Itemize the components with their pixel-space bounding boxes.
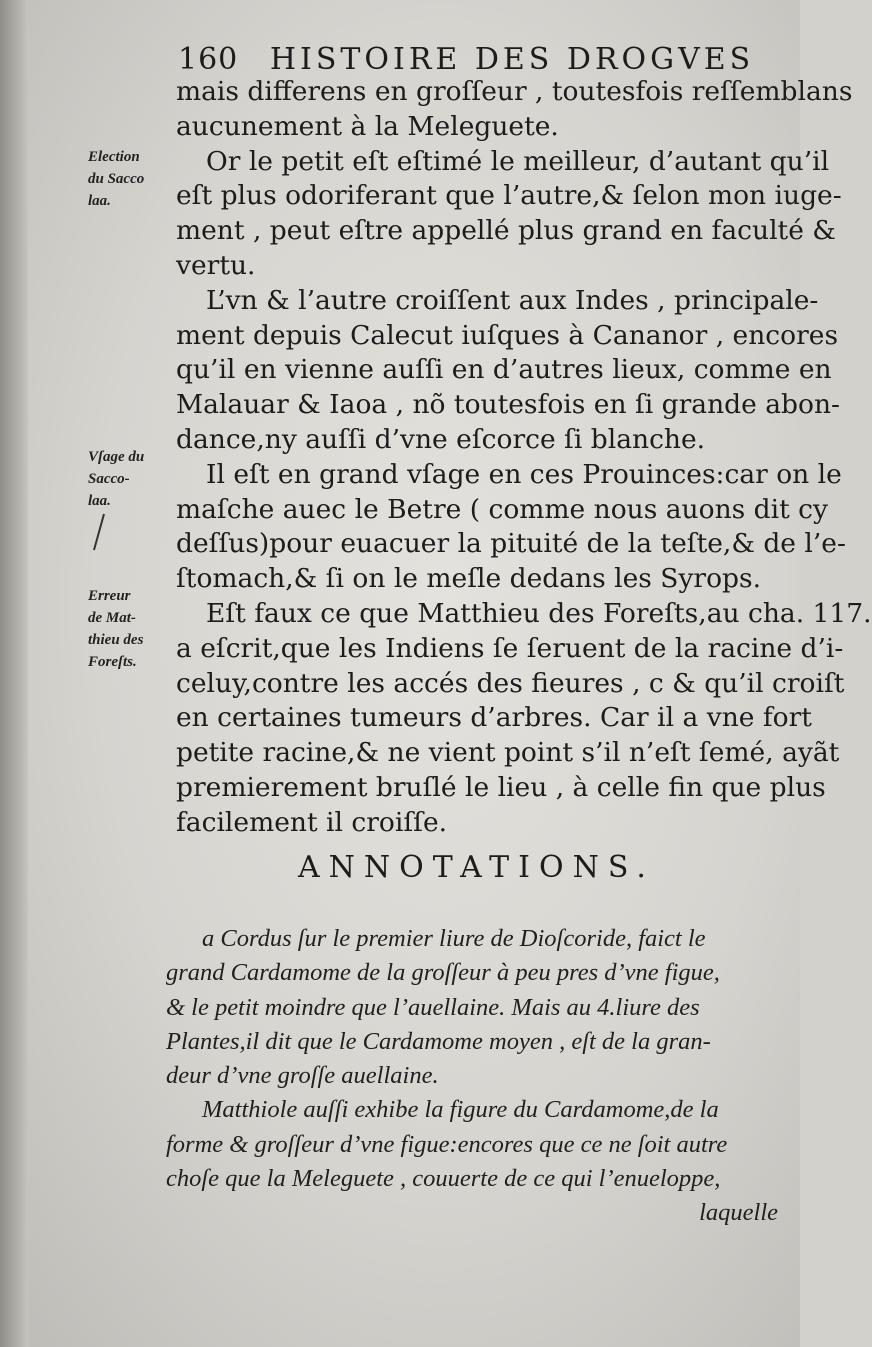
text-line: maſche auec le Betre ( comme nous auons dit cy [176,493,828,525]
page-number: 160 [178,42,239,77]
margin-note-usage [88,446,178,512]
text-line: petite racine,& ne vient point s’il n’eſt ſemé, ayãt [176,737,840,769]
text-line: Eſt faux ce que Matthieu des Foreſts,au cha. 117. [206,597,872,629]
ink-stroke-mark [88,512,108,552]
annotation-line: forme & groſſeur d’vne figue:encores que ce ne ſoit autre [166,1130,728,1158]
margin-note-line: Foreſts. [88,654,137,670]
text-line: en certaines tumeurs d’arbres. Car il a vne fort [176,702,812,734]
running-title: HISTOIRE DES DROGVES [269,42,755,77]
margin-note-line: laa. [88,493,111,509]
margin-note-line: laa. [88,193,111,209]
text-line: ment , peut eſtre appellé plus grand en faculté & [176,215,836,247]
text-line: deſſus)pour euacuer la pituité de la teſte,& de l’e- [176,528,846,560]
annotation-line: choſe que la Meleguete , couuerte de ce qui l’enueloppe, [166,1165,721,1193]
margin-note-line: thieu des [88,632,144,648]
annotation-line: Matthiole auſſi exhibe la figure du Cardamome,de la [202,1096,719,1124]
margin-note-line: du Sacco [88,171,145,187]
margin-note-line: de Mat- [88,610,136,626]
text-line: qu’il en vienne auſſi en d’autres lieux, comme en [176,354,832,386]
text-line: vertu. [176,249,256,281]
annotations-heading: ANNOTATIONS. [298,850,655,885]
annotation-line: Plantes,il dit que le Cardamome moyen , eſt de la gran- [166,1027,711,1055]
text-line: eſt plus odoriferant que l’autre,& ſelon mon iuge- [176,180,842,212]
main-text [176,75,872,841]
page-gutter-shadow [0,0,28,1347]
text-line: celuy,contre les accés des fieures , c & qu’il croiſt [176,667,845,699]
margin-note-line: Election [88,149,140,165]
text-line: Malauar & Iaoa , nõ toutesfois en ſi grande abon- [176,389,840,421]
annotations-text [166,922,796,1231]
annotation-line: & le petit moindre que l’auellaine. Mais au 4.liure des [166,993,700,1021]
margin-note-line: Erreur [88,588,131,604]
annotation-line: deur d’vne groſſe auellaine. [166,1062,439,1090]
annotation-line: a Cordus ſur le premier liure de Dioſcoride, faict le [202,925,706,952]
running-header [178,42,755,77]
annotation-line: grand Cardamome de la groſſeur à peu pres d’vne figue, [166,959,720,987]
text-line: L’vn & l’autre croiſſent aux Indes , principale- [206,284,819,316]
text-line: Or le petit eſt eſtimé le meilleur, d’autant qu’il [206,145,830,177]
catchword: laquelle [699,1199,778,1227]
text-line: aucunement à la Meleguete. [176,110,559,142]
margin-note-error [88,585,178,673]
margin-note-election [88,146,178,212]
text-line: facilement il croiſſe. [176,806,448,838]
text-line: ſtomach,& ſi on le meſle dedans les Syrops. [176,563,762,595]
margin-note-line: Sacco- [88,471,130,487]
text-line: a eſcrit,que les Indiens ſe ſeruent de la racine d’i- [176,632,844,664]
text-line: mais differens en groſſeur , toutesfois reſſemblans [176,76,853,107]
text-line: Il eſt en grand vſage en ces Prouinces:car on le [206,458,842,490]
text-line: ment depuis Calecut iuſques à Cananor , encores [176,319,839,351]
margin-note-line: Vſage du [88,449,145,465]
text-line: dance,ny auſſi d’vne eſcorce ſi blanche. [176,423,706,455]
text-line: premierement bruſlé le lieu , à celle fin que plus [176,771,826,803]
